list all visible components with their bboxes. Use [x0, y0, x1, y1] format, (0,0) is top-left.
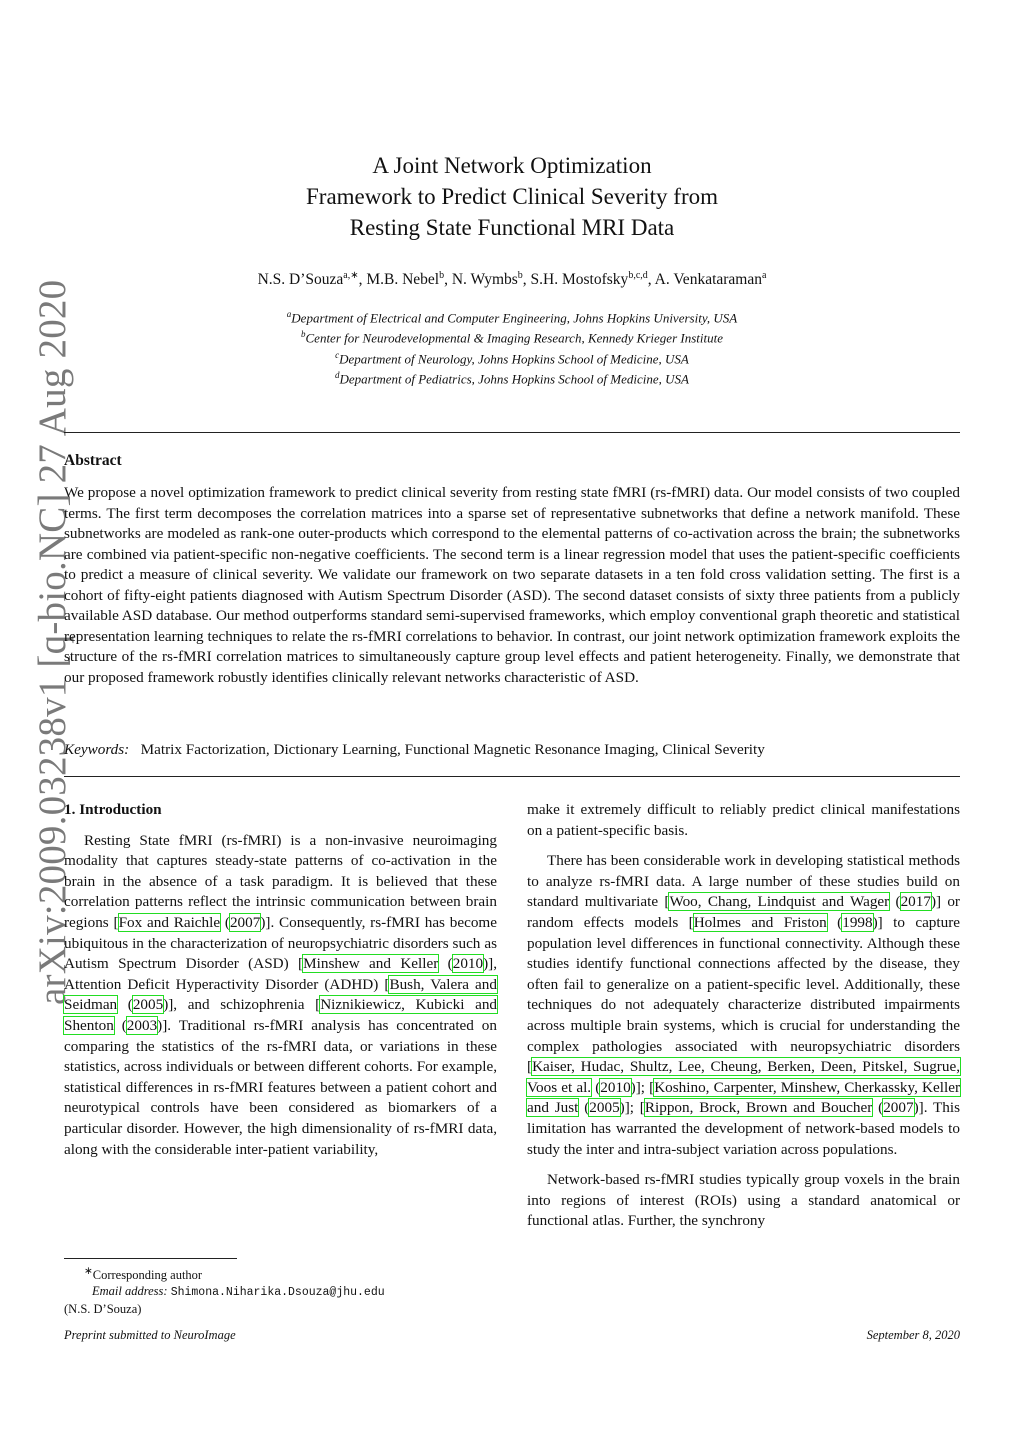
author: M.B. Nebel — [366, 271, 440, 289]
citation-link[interactable]: Woo, Chang, Lindquist and Wager — [669, 893, 890, 911]
footer-right: September 8, 2020 — [866, 1328, 960, 1342]
affiliation-text: Center for Neurodevelopmental & Imaging Research, Kennedy Krieger Institute — [305, 330, 723, 346]
affiliation — [100, 306, 924, 326]
author: S.H. Mostofsky — [530, 271, 629, 289]
title-line-3: Resting State Functional MRI Data — [349, 215, 675, 240]
keywords-text: Matrix Factorization, Dictionary Learning, Functional Magnetic Resonance Imaging, Clinical Severity — [140, 741, 765, 758]
author: N. Wymbs — [451, 271, 518, 289]
footnote-corresponding — [64, 1264, 385, 1283]
text-run: )] or random effects models [ — [527, 893, 960, 931]
text-run: )], and schizophrenia [ — [163, 996, 321, 1014]
citation-link[interactable]: Koshino, Carpenter, Minshew, Cherkassky, Keller and Just — [527, 1078, 960, 1117]
affiliation-sup: b — [301, 329, 306, 340]
footnote-mark: ∗ — [84, 1266, 93, 1277]
footnote-name: (N.S. D’Souza) — [64, 1302, 142, 1317]
footnote-email-line — [64, 1283, 385, 1301]
footnote — [64, 1264, 385, 1317]
citation-link[interactable]: Niznikiewicz, Kubicki and Shenton — [64, 996, 498, 1034]
text-run: )]; [ — [630, 1078, 655, 1096]
author: A. Venkataraman — [654, 271, 762, 289]
footer-left: Preprint submitted to NeuroImage — [64, 1328, 236, 1342]
intro-paragraph-1: Resting State fMRI (rs-fMRI) is a non-invasive neuroimaging modality that captures steady-state patterns of co-activation in the brain in the absence of a task paradigm. It is believed that these correlation patterns reflect the intrinsic communication between brain regions [Fox and Raichle (2007)]. Consequently, rs-fMRI has become ubiquitous in the characterization of neuropsychiatric disorders such as Autism Spectrum Disorder (ASD) [Minshew and Keller (2010)], Attention Deficit Hyperactivity Disorder (ADHD) [Bush, Valera and Seidman (2005)], and schizophrenia [Niznikiewicz, Kubicki and Shenton (2003)]. Traditional rs-fMRI analysis has concentrated on comparing the statistics of the rs-fMRI data, or variations in these statistics, across individuals or between different cohorts. For example, statistical differences in rs-fMRI features between a patient cohort and neurotypical controls have been considered as biomarkers of a particular disorder. However, the high dimensionality of rs-fMRI data, along with the considerable inter-patient variability, — [64, 831, 498, 1158]
citation-year-link[interactable]: 2007 — [229, 913, 261, 931]
affiliation-sup: d — [335, 369, 340, 380]
abstract-top-rule — [64, 432, 960, 433]
author-list: N.S. D’Souza$^{a,∗}$, M.B. Nebel$^b$, N. Wymbs$^b$, S.H. Mostofsky$^{b,c,d}$, A. Venkataraman$^a$ — [257, 270, 767, 289]
citation-year-link[interactable]: 2017 — [900, 893, 931, 911]
intro-paragraph-2: There has been considerable work in developing statistical methods to analyze rs-fMRI data. A large number of these studies build on standard multivariate [Woo, Chang, Lindquist and Wager (2017)] or random effects models [Holmes and Friston (1998)] to capture population level differences in functional connectivity. Although these studies identify functional connections affected by the disease, they often fail to generalize on a patient-specific level. Additionally, these techniques do not adequately characterize distributed impairments across multiple brain systems, which is crucial for understanding the complex pathologies associated with neuropsychiatric disorders [Kaiser, Hudac, Shultz, Lee, Cheung, Berken, Deen, Pitskel, Sugrue, Voos et al. (2010)]; [Koshino, Carpenter, Minshew, Cherkassky, Keller and Just (2005)]; [Rippon, Brock, Brown and Boucher (2007)]. This limitation has warranted the development of network-based models to study the inter and intra-subject variation across populations. — [527, 852, 961, 1158]
citation-year-link[interactable]: 1998 — [842, 913, 873, 931]
citation-year-link[interactable]: 2005 — [132, 996, 164, 1014]
intro-continuation: make it extremely difficult to reliably predict clinical manifestations on a patient-specific basis. — [527, 801, 960, 839]
affiliation — [100, 326, 924, 346]
text-run: )]. Consequently, rs-fMRI has become ubiquitous in the characterization of neuropsychiatric disorders such as Autism Spectrum Disorder (ASD) [ — [64, 913, 497, 973]
citation-year-link[interactable]: 2005 — [589, 1099, 620, 1117]
author-sup: b — [517, 270, 523, 281]
affiliation — [100, 347, 924, 367]
text-run: )], Attention Deficit Hyperactivity Disorder (ADHD) [ — [64, 955, 498, 993]
abstract-heading: Abstract — [64, 452, 122, 469]
email-label: Email address: — [92, 1284, 168, 1299]
affiliation-sup: c — [335, 349, 340, 360]
citation-link[interactable]: Rippon, Brock, Brown and Boucher — [644, 1099, 873, 1117]
section-heading-introduction: 1. Introduction — [64, 801, 162, 818]
citation-link[interactable]: Kaiser, Hudac, Shultz, Lee, Cheung, Berken, Deen, Pitskel, Sugrue, Voos et al. — [527, 1058, 960, 1096]
footnote-text: Corresponding author — [92, 1268, 203, 1283]
author-sup: b,c,d — [628, 270, 648, 281]
text-run: There has been considerable work in developing statistical methods to analyze rs-fMRI data. A large number of these studies build on standard multivariate [ — [527, 852, 960, 911]
affiliation-text: Department of Neurology, Johns Hopkins School of Medicine, USA — [339, 350, 689, 366]
text-run: )]. This limitation has warranted the development of network-based models to study the inter and intra-subject variation across populations. — [527, 1099, 961, 1158]
affiliation-list — [100, 306, 924, 387]
text-run: )]; [ — [619, 1099, 645, 1117]
citation-year-link[interactable]: 2007 — [883, 1099, 914, 1117]
arxiv-stamp[interactable]: arXiv:2009.03238v1 [q-bio.NC] 27 Aug 2020 — [31, 279, 74, 1005]
affiliation-text: Department of Electrical and Computer Engineering, Johns Hopkins University, USA — [291, 310, 738, 326]
citation-year-link[interactable]: 2010 — [452, 955, 484, 973]
text-run: )] to capture population level differences in functional connectivity. Although these studies identify functional connections affected by the disease, they often fail to generalize on a patient-specific level. Additionally, these techniques do not adequately characterize distributed impairments across multiple brain systems, which is crucial for understanding the complex pathologies associated with neuropsychiatric disorders [ — [527, 913, 961, 1076]
title-line-2: Framework to Predict Clinical Severity from — [306, 184, 718, 209]
citation-link[interactable]: Minshew and Keller — [303, 955, 439, 973]
author-sup: a — [761, 270, 767, 281]
keywords — [64, 741, 960, 759]
intro-paragraph-3: Network-based rs-fMRI studies typically group voxels in the brain into regions of interest (ROIs) using a standard anatomical or functional atlas. Further, the synchrony — [527, 1171, 960, 1230]
citation-link[interactable]: Holmes and Friston — [693, 913, 827, 931]
email-address[interactable]: Shimona.Niharika.Dsouza@jhu.edu — [170, 1286, 385, 1300]
citation-year-link[interactable]: 2010 — [600, 1078, 631, 1096]
author-sup: b — [439, 270, 445, 281]
right-column — [527, 800, 960, 1232]
citation-year-link[interactable]: 2003 — [126, 1016, 158, 1034]
keywords-label: Keywords: — [64, 741, 130, 758]
title-line-1: A Joint Network Optimization — [372, 153, 652, 178]
text-run: )]. Traditional rs-fMRI analysis has concentrated on comparing the statistics of the rs-fMRI data, or variations in these statistics, across individuals or between different cohorts. For example, statistical differences in rs-fMRI features between a patient cohort and neurotypical controls have been considered as biomarkers of a particular disorder. However, the high dimensionality of rs-fMRI data, along with the considerable inter-patient variability, — [64, 1016, 497, 1158]
paper-title — [150, 150, 874, 243]
text-run: Resting State fMRI (rs-fMRI) is a non-invasive neuroimaging modality that captures steady-state patterns of co-activation in the brain in the absence of a task paradigm. It is believed that these correlation patterns reflect the intrinsic communication between brain regions [ — [64, 831, 497, 931]
abstract-bottom-rule — [64, 776, 960, 777]
affiliation-sup: a — [286, 309, 292, 319]
citation-link[interactable]: Bush, Valera and Seidman — [64, 975, 497, 1014]
citation-link[interactable]: Fox and Raichle — [118, 913, 221, 931]
author-sup: a,∗ — [343, 270, 359, 281]
author: N.S. D’Souza — [257, 271, 344, 289]
affiliation — [100, 367, 924, 387]
left-column — [64, 800, 497, 1160]
abstract-text: We propose a novel optimization framework to predict clinical severity from resting state fMRI (rs-fMRI) data. Our model consists of two coupled terms. The first term decomposes the correlation matrices into a sparse set of representative subnetworks that define a network manifold. These subnetworks are modeled as rank-one outer-products which correspond to the elemental patterns of co-activation across the brain; the subnetworks are combined via patient-specific non-negative coefficients. The second term is a linear regression model that uses the patient-specific coefficients to predict a measure of clinical severity. We validate our framework on two separate datasets in a ten fold cross validation setting. The first is a cohort of fifty-eight patients diagnosed with Autism Spectrum Disorder (ASD). The second dataset consists of sixty three patients from a publicly available ASD database. Our method outperforms standard semi-supervised frameworks, which employ conventional graph theoretic and statistical representation learning techniques to relate the rs-fMRI correlations to behavior. In contrast, our joint network optimization framework exploits the structure of the rs-fMRI correlation matrices to simultaneously capture group level effects and patient heterogeneity. Finally, we demonstrate that our proposed framework robustly identifies clinically relevant networks characteristic of ASD. — [64, 484, 960, 686]
footnote-rule — [64, 1258, 237, 1259]
affiliation-text: Department of Pediatrics, Johns Hopkins School of Medicine, USA — [339, 371, 689, 387]
